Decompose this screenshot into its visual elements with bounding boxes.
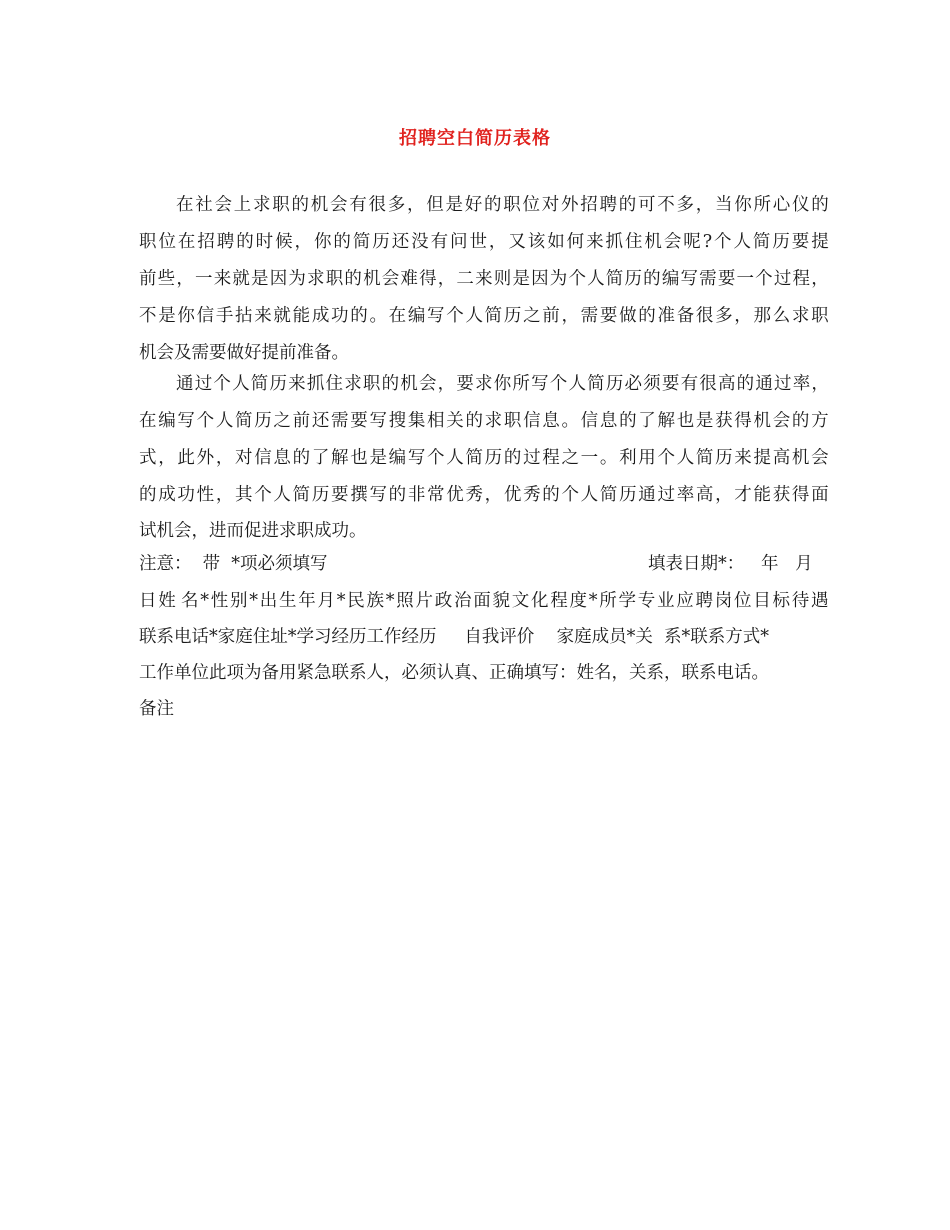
form-fields-line-1: 日 姓 名 * 性 别 * 出 生 年 月 * 民 族 * 照 片 政 治 面 貌 文 化 程 度 * 所 学 专 业 应 聘 岗 位 目 标 待 遇 (139, 591, 829, 611)
paragraph-2-line-2: 在 编 写 个 人 简 历 之 前 还 需 要 写 搜 集 相 关 的 求 职 信 息 。 信 息 的 了 解 也 是 获 得 机 会 的 方 (139, 411, 829, 431)
paragraph-1-line-4: 不 是 你 信 手 拈 来 就 能 成 功 的 。 在 编 写 个 人 简 历 之 前 ， 需 要 做 的 准 备 很 多 ， 那 么 求 职 (139, 306, 829, 326)
form-fields-line-3: 工作单位此项为备用紧急联系人，必须认真、正确填写：姓名，关系，联系电话。 (139, 663, 769, 683)
paragraph-2-line-4: 的 成 功 性 ， 其 个 人 简 历 要 撰 写 的 非 常 优 秀 ， 优 秀 的 个 人 简 历 通 过 率 高 ， 才 能 获 得 面 (139, 485, 829, 505)
fill-date-label: 填表日期*： 年 月 (648, 554, 813, 574)
paragraph-2-line-5: 试机会，进而促进求职成功。 (139, 521, 367, 541)
paragraph-1-line-1: 在 社 会 上 求 职 的 机 会 有 很 多 ， 但 是 好 的 职 位 对 外 招 聘 的 可 不 多 ， 当 你 所 心 仪 的 (176, 195, 829, 215)
paragraph-2-line-3: 式 ， 此 外 ， 对 信 息 的 了 解 也 是 编 写 个 人 简 历 的 过 程 之 一 。 利 用 个 人 简 历 来 提 高 机 会 (139, 448, 829, 468)
remarks-label: 备注 (139, 699, 174, 719)
form-fields-line-2: 联系电话*家庭住址*学习经历工作经历 自我评价 家庭成员*关 系*联系方式* (139, 627, 769, 647)
required-fields-note: 注意： 带 *项必须填写 (139, 554, 328, 574)
paragraph-1-line-3: 前 些 ， 一 来 就 是 因 为 求 职 的 机 会 难 得 ， 二 来 则 是 因 为 个 人 简 历 的 编 写 需 要 一 个 过 程 ， (139, 269, 829, 289)
paragraph-1-line-5: 机会及需要做好提前准备。 (139, 343, 349, 363)
paragraph-2-line-1: 通 过 个 人 简 历 来 抓 住 求 职 的 机 会 ， 要 求 你 所 写 个 人 简 历 必 须 要 有 很 高 的 通 过 率 ， (176, 374, 829, 394)
document-title: 招聘空白简历表格 (399, 128, 551, 149)
paragraph-1-line-2: 职 位 在 招 聘 的 时 候 ， 你 的 简 历 还 没 有 问 世 ， 又 该 如 何 来 抓 住 机 会 呢 ? 个 人 简 历 要 提 (139, 232, 829, 252)
